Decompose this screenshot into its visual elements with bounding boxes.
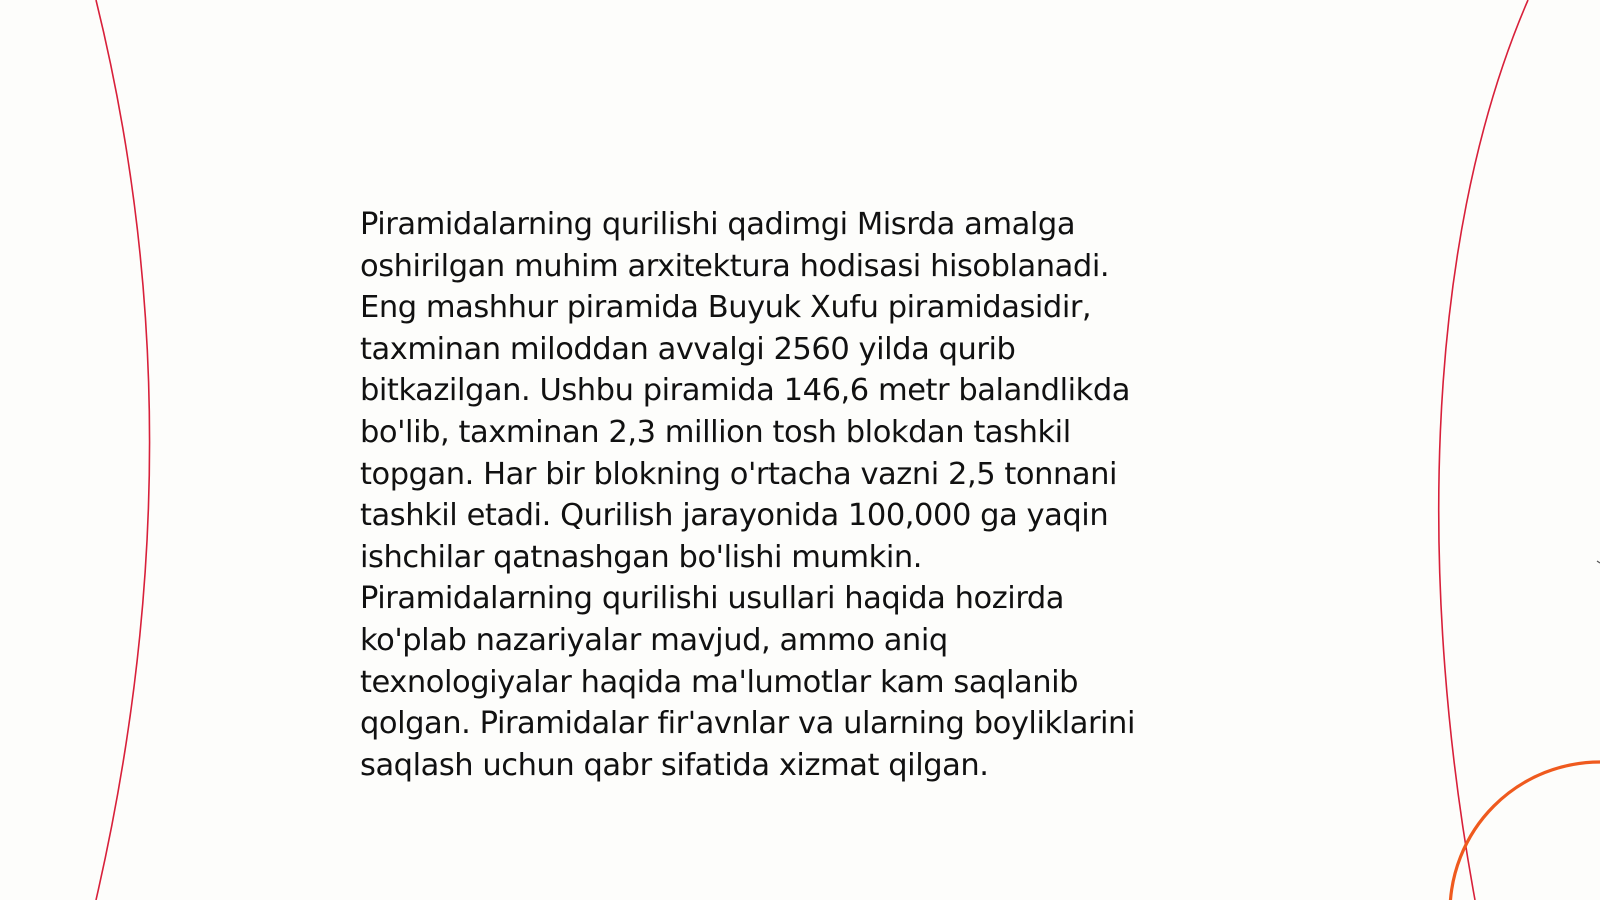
body-paragraph <box>360 204 1230 786</box>
body-line: texnologiyalar haqida ma'lumotlar kam saqlanib <box>360 664 1079 700</box>
body-line: qolgan. Piramidalar fir'avnlar va ularning boyliklarini <box>360 706 1135 742</box>
body-line: ishchilar qatnashgan bo'lishi mumkin. <box>360 539 923 575</box>
body-line: bitkazilgan. Ushbu piramida 146,6 metr balandlikda <box>360 373 1131 409</box>
left-curve <box>96 0 150 900</box>
body-line: taxminan miloddan avvalgi 2560 yilda qurib <box>360 331 1016 367</box>
body-line: ko'plab nazariyalar mavjud, ammo aniq <box>360 622 948 658</box>
body-line: bo'lib, taxminan 2,3 million tosh blokdan tashkil <box>360 414 1071 450</box>
right-curve <box>1439 0 1528 900</box>
body-line: topgan. Har bir blokning o'rtacha vazni 2,5 tonnani <box>360 456 1118 492</box>
body-line: tashkil etadi. Qurilish jarayonida 100,000 ga yaqin <box>360 498 1109 534</box>
body-line: oshirilgan muhim arxitektura hodisasi hisoblanadi. <box>360 248 1110 284</box>
body-line: Eng mashhur piramida Buyuk Xufu piramidasidir, <box>360 290 1092 326</box>
orange-circle-arc <box>1450 762 1600 900</box>
body-line: saqlash uchun qabr sifatida xizmat qilgan. <box>360 747 989 783</box>
body-line: Piramidalarning qurilishi usullari haqida hozirda <box>360 581 1065 617</box>
body-line: Piramidalarning qurilishi qadimgi Misrda amalga <box>360 207 1076 242</box>
